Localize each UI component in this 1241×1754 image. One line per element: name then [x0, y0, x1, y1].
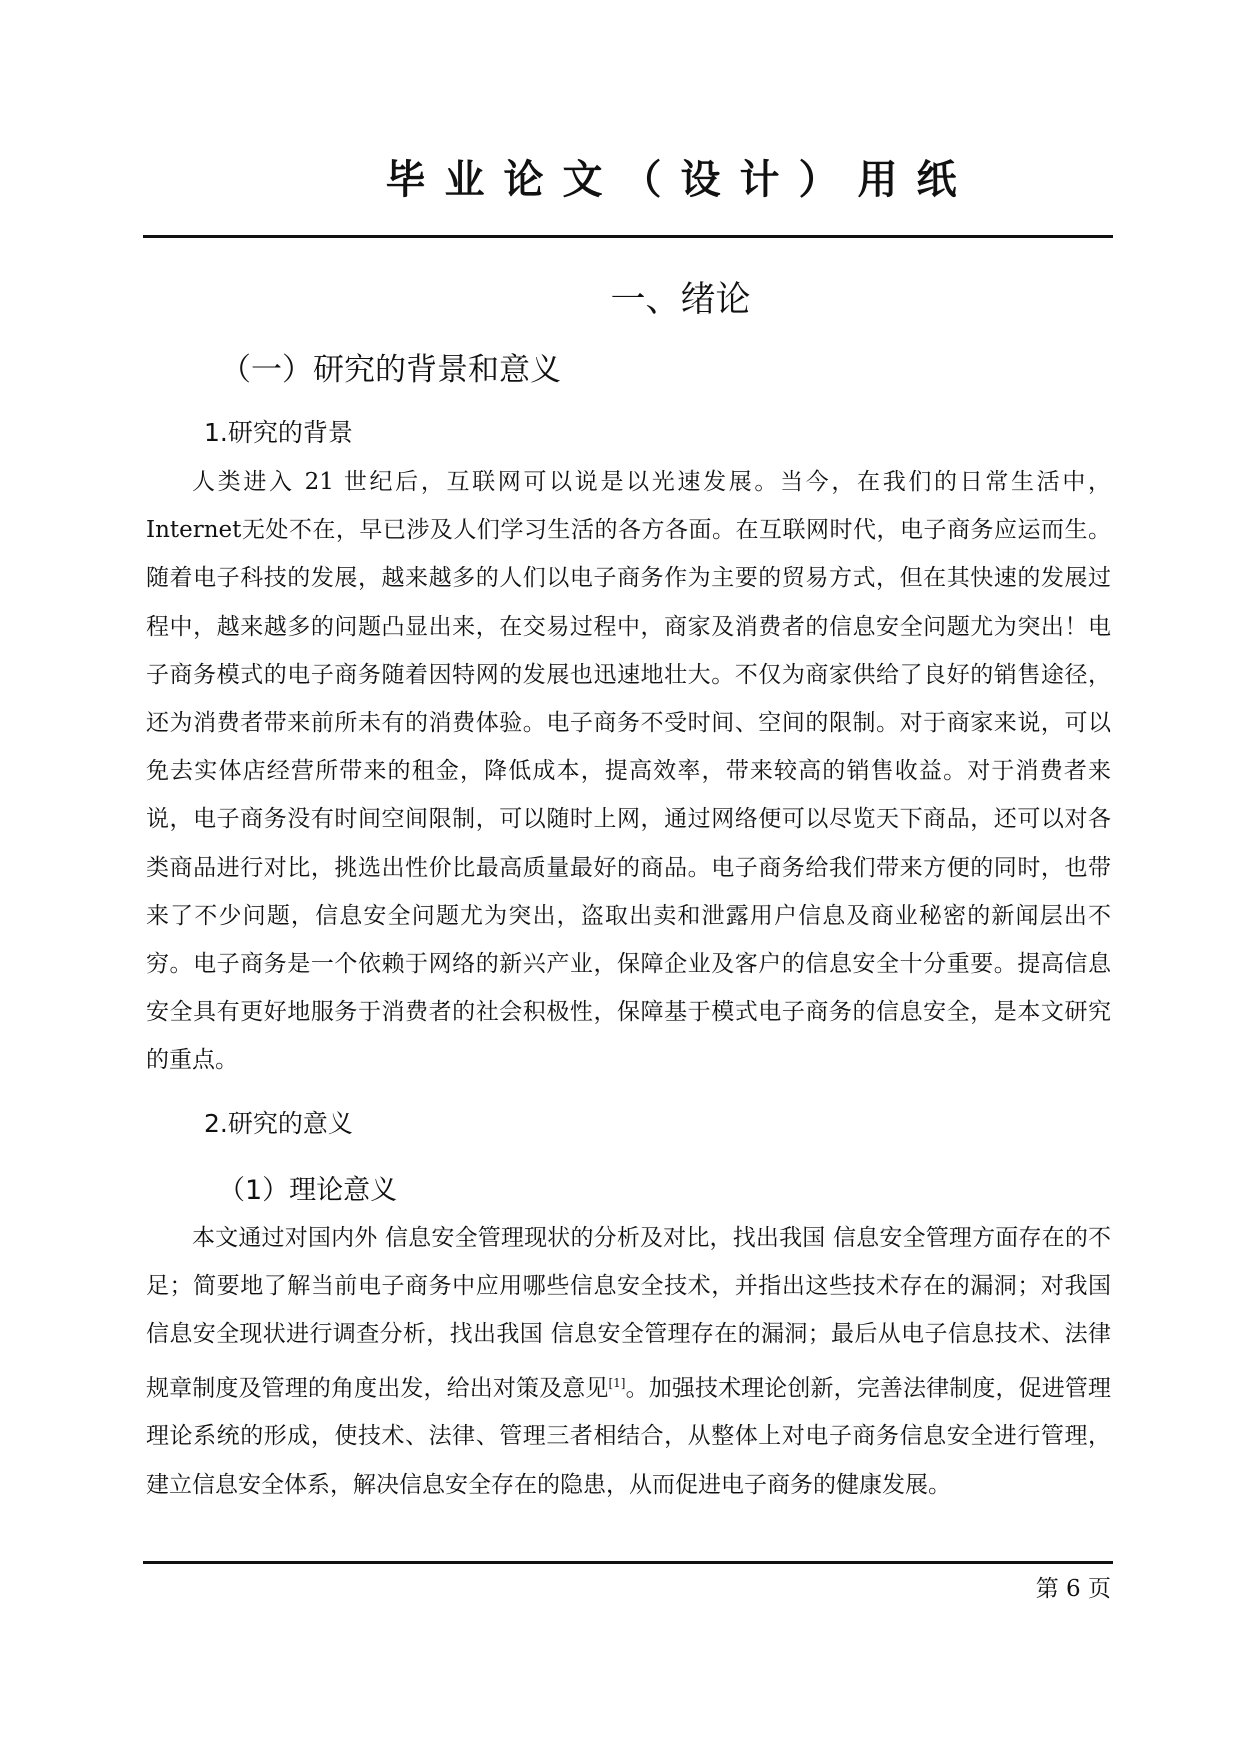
paragraph-background: 人类进入 21 世纪后，互联网可以说是以光速发展。当今，在我们的日常生活中，Internet无处不在，早已涉及人们学习生活的各方各面。在互联网时代，电子商务应运而生。随着电子科技的发展，越来越多的人们以电子商务作为主要的贸易方式，但在其快速的发展过程中，越来越多的问题凸显出来，在交易过程中，商家及消费者的信息安全问题尤为突出！电子商务模式的电子商务随着因特网的发展也迅速地壮大。不仅为商家供给了良好的销售途径，还为消费者带来前所未有的消费体验。电子商务不受时间、空间的限制。对于商家来说，可以免去实体店经营所带来的租金，降低成本，提高效率，带来较高的销售收益。对于消费者来说，电子商务没有时间空间限制，可以随时上网，通过网络便可以尽览天下商品，还可以对各类商品进行对比，挑选出性价比最高质量最好的商品。电子商务给我们带来方便的同时，也带来了不少问题，信息安全问题尤为突出，盗取出卖和泄露用户信息及商业秘密的新闻层出不穷。电子商务是一个依赖于网络的新兴产业，保障企业及客户的信息安全十分重要。提高信息安全具有更好地服务于消费者的社会积极性，保障基于模式电子商务的信息安全，是本文研究的重点。: [146, 469, 1111, 1074]
citation-marker[interactable]: [1]: [608, 1375, 626, 1390]
paragraph-theory-part1: 本文通过对国内外 信息安全管理现状的分析及对比，找出我国 信息安全管理方面存在的不足；简要地了解当前电子商务中应用哪些信息安全技术，并指出这些技术存在的漏洞；对我国 信息安全现状进行调查分析，找出我国 信息安全管理存在的漏洞；最后从电子信息技术、法律规章制度及管理的角度出发，给出对策及意见: [146, 1225, 1111, 1402]
subsubsection-title-theory: （1）理论意义: [218, 1175, 398, 1206]
header-divider: [143, 235, 1113, 238]
paragraph-theory-part2: 。加强技术理论创新，完善法律制度，促进管理理论系统的形成，使技术、法律、管理三者相结合，从整体上对电子商务信息安全进行管理，建立信息安全体系，解决信息安全存在的隐患，从而促进电子商务的健康发展。: [146, 1375, 1112, 1498]
chapter-title: 一、绪论: [610, 280, 751, 320]
subsection-title-background: 1.研究的背景: [204, 418, 353, 447]
footer-divider: [143, 1561, 1113, 1564]
section-title: （一）研究的背景和意义: [220, 352, 561, 388]
paragraph-theory: [146, 1214, 1111, 1509]
subsection-title-significance: 2.研究的意义: [204, 1109, 353, 1138]
page-number: 第 6 页: [1035, 1576, 1111, 1602]
page-header-title: 毕业论文（设计）用纸: [385, 156, 976, 203]
